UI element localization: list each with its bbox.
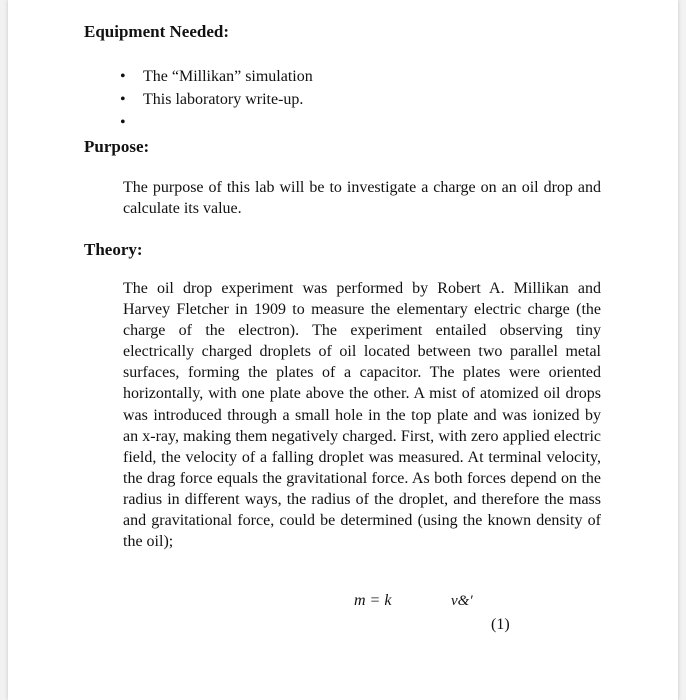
equipment-list bbox=[120, 66, 313, 135]
equation-number: (1) bbox=[491, 616, 510, 633]
equipment-heading: Equipment Needed: bbox=[84, 22, 229, 41]
equation-lhs: m = k bbox=[354, 592, 392, 609]
list-item: • This laboratory write-up. bbox=[120, 89, 313, 112]
list-item bbox=[120, 112, 313, 135]
list-item: • The “Millikan” simulation bbox=[120, 66, 313, 89]
purpose-heading: Purpose: bbox=[84, 137, 150, 156]
purpose-paragraph: The purpose of this lab will be to investigate a charge on an oil drop and calculate its value. bbox=[123, 179, 601, 218]
theory-paragraph: The oil drop experiment was performed by Robert A. Millikan and Harvey Fletcher in 1909 to measure the elementary electric charge (the charge of the electron). The experiment entailed observing tiny electrically charged droplets of oil located between two parallel metal surfaces, forming the plates of a capacitor. The plates were oriented horizontally, with one plate above the other. A mist of atomized oil drops was introduced through a small hole in the top plate and was ionized by an x-ray, making them negatively charged. First, with zero applied electric field, the velocity of a falling droplet was measured. At terminal velocity, the drag force equals the gravitational force. As both forces depend on the radius in different ways, the radius of the droplet, and therefore the mass and gravitational force, could be determined (using the known density of the oil); bbox=[123, 280, 601, 551]
equation-velocity-term: v&′ bbox=[451, 593, 473, 609]
theory-heading: Theory: bbox=[84, 240, 143, 259]
document-page bbox=[8, 0, 678, 700]
